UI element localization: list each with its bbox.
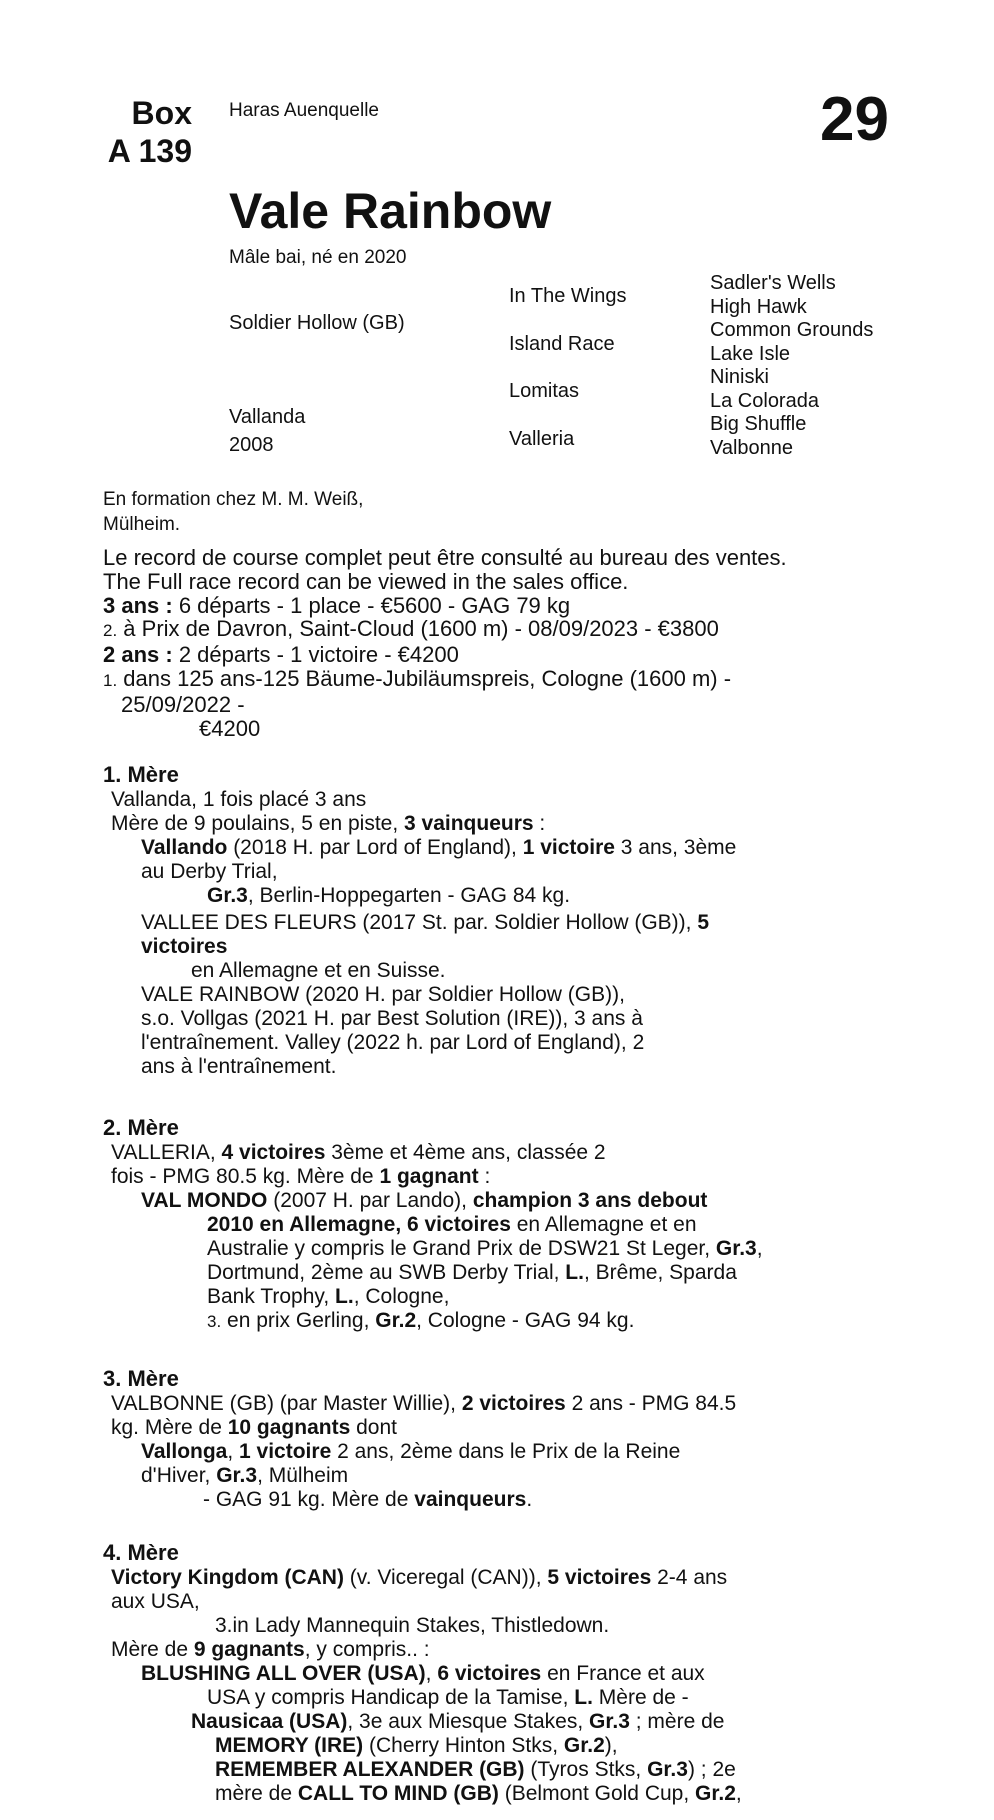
pedigree-gen2: In The Wings [509,285,627,307]
record-age3-label: 3 ans : [103,593,173,618]
record-age3: 3 ans : 6 départs - 1 place - €5600 - GAG 79 kg [103,593,571,618]
record-age3-race: 2. à Prix de Davron, Saint-Cloud (1600 m) - 08/09/2023 - €3800 [103,616,719,641]
pedigree-gen2: Island Race [509,333,615,355]
dam3-heading: 3. Mère [103,1366,179,1391]
pedigree-dam: Vallanda [229,406,306,428]
record-age2-race-prize: €4200 [199,716,261,741]
pedigree-gen3-item: Common Grounds [710,319,874,341]
pedigree-gen3-item: High Hawk [710,295,807,318]
pedigree-sire: Soldier Hollow (GB) [229,312,405,334]
record-note-en: The Full race record can be viewed in the sales office. [103,569,629,594]
pedigree-gen3 [710,272,873,460]
horse-description: Mâle bai, né en 2020 [229,247,407,268]
dam2-section: 2. Mère VALLERIA, 4 victoires 3ème et 4ème ans, classée 2 fois - PMG 80.5 kg. Mère de 1 gagnant : VAL MONDO (2007 H. par Lando), champion 3 ans debout 2010 en Allemagne, 6 victoires en Allemagne et en Australie y compris le Grand Prix de DSW21 St Leger, Gr.3, Dortmund, 2ème au SWB Derby Trial, L., Brême, Sparda Bank Trophy, L., Cologne, 3. en prix Gerling, Gr.2, Cologne - GAG 94 kg. [103,1115,895,1334]
pedigree-gen3-item: Niniski [710,366,769,388]
dam2-heading: 2. Mère [103,1115,179,1140]
pedigree-dam-year: 2008 [229,434,274,456]
pedigree-gen2: Valleria [509,428,575,450]
training-line: En formation chez M. M. Weiß, [103,489,364,510]
pedigree-gen3-item: Valbonne [710,436,794,459]
race-record [103,546,895,741]
dam1-section: 1. Mère Vallanda, 1 fois placé 3 ans Mère de 9 poulains, 5 en piste, 3 vainqueurs : Vallando (2018 H. par Lord of England), 1 victoire 3 ans, 3ème au Derby Trial, Gr.3, Berlin-Hoppegarten - GAG 84 kg. VALLEE DES FLEURS (2017 St. par. Soldier Hollow (GB)), 5 victoires en Allemagne et en Suisse. VALE RAINBOW (2020 H. par Soldier Hollow (GB)), s.o. Vollgas (2021 H. par Best Solution (IRE)), 3 ans à l'entraînement. Valley (2022 h. par Lord of England), 2 ans à l'entraînement. [103,762,895,1079]
box-word: Box [131,95,192,131]
training-info [103,487,363,537]
box-number: A 139 [107,133,192,169]
pedigree-gen3-item: La Colorada [710,389,819,412]
pedigree-gen2: Lomitas [509,380,580,402]
lot-number: 29 [820,85,889,154]
record-age2-race: 1. dans 125 ans-125 Bäume-Jubiläumspreis, Cologne (1600 m) - [103,666,732,691]
horse-name: Vale Rainbow [229,183,552,239]
dam4-heading: 4. Mère [103,1540,179,1565]
dam3-section: 3. Mère VALBONNE (GB) (par Master Willie), 2 victoires 2 ans - PMG 84.5 kg. Mère de 10 gagnants dont Vallonga, 1 victoire 2 ans, 2ème dans le Prix de la Reine d'Hiver, Gr.3, Mülheim - GAG 91 kg. Mère de vainqueurs. [103,1366,895,1512]
dam1-heading: 1. Mère [103,762,179,787]
record-age2-race-date: 25/09/2022 - [121,692,245,717]
consignor: Haras Auenquelle [229,100,379,121]
pedigree-gen3-item: Sadler's Wells [710,272,836,294]
box-label [102,94,192,170]
pedigree-gen3-item: Big Shuffle [710,413,807,435]
record-age2: 2 ans : 2 départs - 1 victoire - €4200 [103,642,459,667]
record-age2-label: 2 ans : [103,642,173,667]
dam4-section: 4. Mère Victory Kingdom (CAN) (v. Viceregal (CAN)), 5 victoires 2-4 ans aux USA, 3.in Lady Mannequin Stakes, Thistledown. Mère de 9 gagnants, y compris.. : BLUSHING ALL OVER (USA), 6 victoires en France et aux USA y compris Handicap de la Tamise, L. Mère de - Nausicaa (USA), 3e aux Miesque Stakes, Gr.3 ; mère de MEMORY (IRE) (Cherry Hinton Stks, Gr.2), REMEMBER ALEXANDER (GB) (Tyros Stks, Gr.3) ; 2e mère de CALL TO MIND (GB) (Belmont Gold Cup, Gr.2, [103,1540,895,1806]
pedigree-gen3-item: Lake Isle [710,342,791,365]
record-note-fr: Le record de course complet peut être consulté au bureau des ventes. [103,545,787,570]
training-line: Mülheim. [103,514,181,535]
